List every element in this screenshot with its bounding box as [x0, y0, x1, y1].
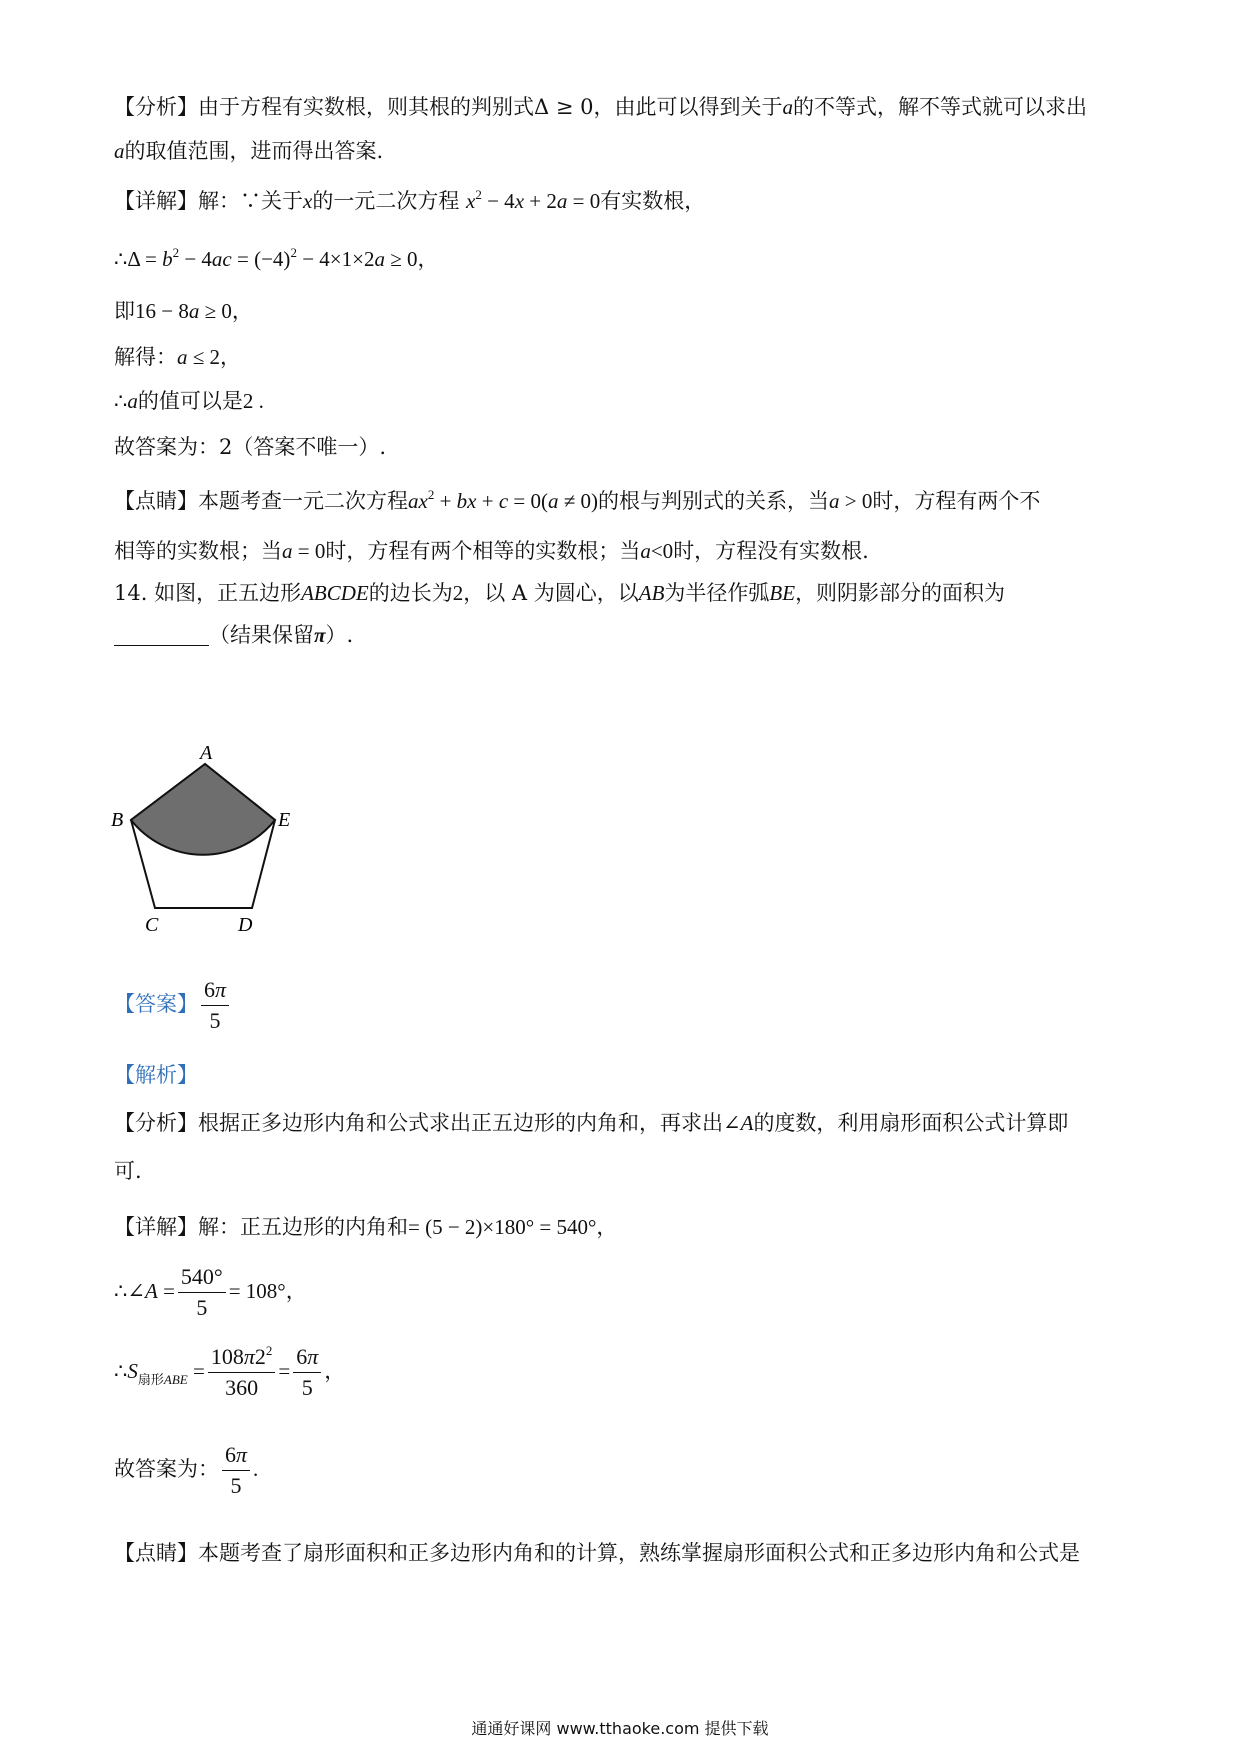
page-footer: 通通好课网 www.tthaoke.com 提供下载	[471, 1719, 769, 1738]
answer-blank	[114, 623, 209, 646]
detail2-line-1: 【详解】解：正五边形的内角和= (5 − 2)×180° = 540°，	[114, 1215, 618, 1239]
detail-line-1: 【详解】解：∵关于x的一元二次方程 $x^2 - 4x + 2a = 0$有实数根，	[114, 187, 706, 213]
question-14-line-2: （结果保留π）.	[114, 620, 353, 650]
equation: $x^2 - 4x + 2a = 0$	[466, 187, 601, 213]
detail-line-6: 故答案为：2（答案不唯一）.	[114, 435, 387, 459]
detail2-line-3: $\therefore S_{扇形ABE}$ = $\frac{108\pi 2^2}{360}$ = $\frac{6\pi}{5}$ ，	[114, 1343, 346, 1400]
label-a: A	[200, 742, 213, 764]
comment-line-1: 【点睛】本题考查一元二次方程$ax^2$ + bx + c = 0(a ≠ 0)的根与判别式的关系，当a > 0时，方程有两个不	[114, 487, 1041, 513]
detail-line-5: ∴a的值可以是2 .	[114, 389, 264, 413]
label-e: E	[278, 809, 291, 831]
detail-line-3: 即16 − 8a ≥ 0，	[114, 299, 253, 323]
comment-line-2: 相等的实数根；当a = 0时，方程有两个相等的实数根；当a<0时，方程没有实数根.	[114, 539, 869, 563]
pentagon-figure	[105, 740, 305, 944]
pentagon-svg	[105, 740, 305, 940]
inequality: 16 − 8a ≥ 0，	[135, 299, 253, 323]
detail-line-2: ∴Δ = $b^2 - 4ac = (-4)^2 - 4\times 1\times 2a \ge 0$，	[114, 245, 439, 271]
label-b: B	[111, 809, 124, 831]
detail2-line-4: 故答案为： $\frac{6\pi}{5}$ .	[114, 1442, 259, 1498]
analysis2-line-2: 可.	[114, 1159, 142, 1183]
detail-line-4: 解得：a ≤ 2，	[114, 345, 242, 369]
comment2-line-1: 【点睛】本题考查了扇形面积和正多边形内角和的计算，熟练掌握扇形面积公式和正多边形内角和公式是	[114, 1541, 1080, 1565]
answer-fraction: $\frac{6\pi}{5}$	[201, 975, 229, 1036]
detail2-line-2: ∴∠A = $\frac{540^\circ}{5}$ = 108°，	[114, 1264, 307, 1320]
shaded-sector	[131, 764, 275, 855]
analysis-line-1: 【分析】由于方程有实数根，则其根的判别式Δ ≥ 0，由此可以得到关于a的不等式，解不等式就可以求出	[114, 95, 1087, 119]
analysis-label: 【解析】	[114, 1063, 198, 1087]
label-c: C	[145, 914, 159, 936]
analysis2-line-1: 【分析】根据正多边形内角和公式求出正五边形的内角和，再求出∠A的度数，利用扇形面积公式计算即	[114, 1111, 1069, 1135]
analysis-line-2: a的取值范围，进而得出答案.	[114, 139, 384, 163]
discriminant-formula: $\Delta = b^2 - 4ac = (-4)^2 - 4\times 1\times 2a \ge 0$，	[127, 245, 439, 271]
label-d: D	[238, 914, 253, 936]
question-14-line-1: 14. 如图，正五边形ABCDE的边长为2，以 A 为圆心，以AB为半径作弧BE，则阴影部分的面积为	[114, 581, 1006, 605]
answer-line: 【答案】 $\frac{6\pi}{5}$	[114, 975, 232, 1036]
solution: a ≤ 2，	[177, 345, 242, 369]
